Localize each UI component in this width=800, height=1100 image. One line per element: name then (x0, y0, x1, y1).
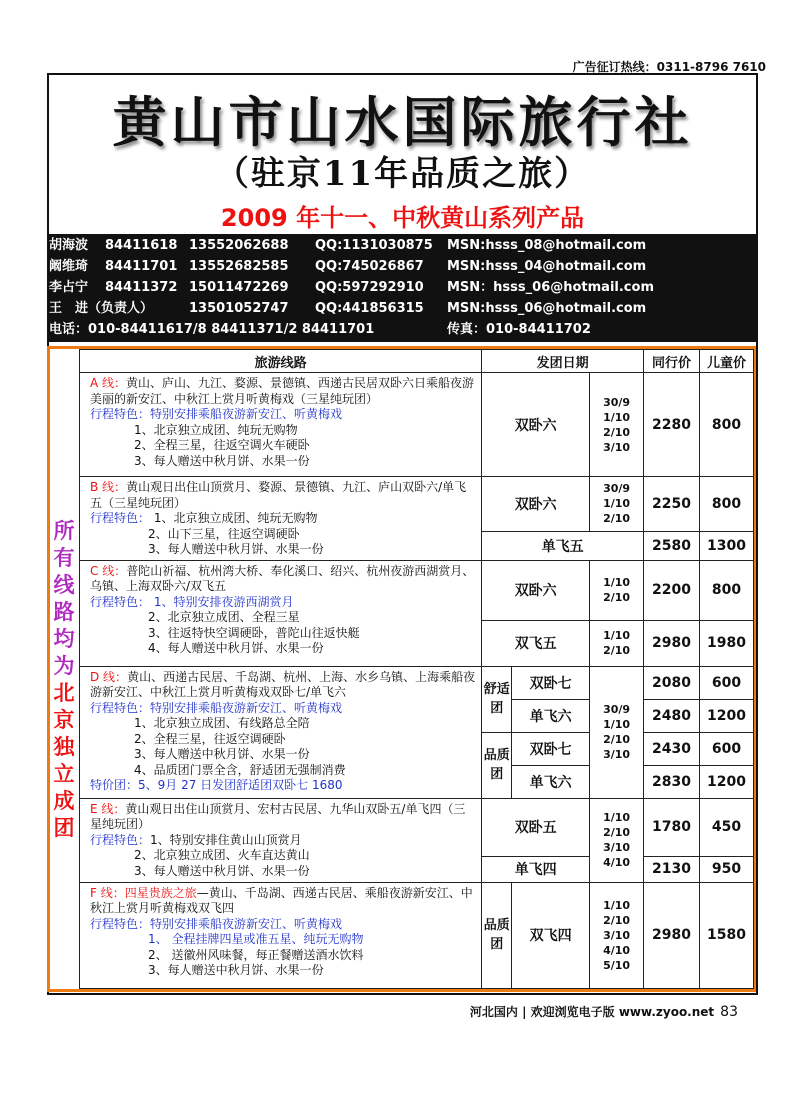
text-cell: 单飞六 (512, 765, 590, 798)
text-cell: 2/10 (603, 425, 631, 439)
text-cell: 李占宁 (49, 280, 89, 295)
text-cell: 1200 (699, 765, 753, 798)
text-cell: MSN：hsss_06@hotmail.com (447, 280, 654, 295)
text-cell: 2480 (644, 699, 700, 732)
text-cell: 5/10 (603, 958, 631, 972)
text-cell: 13552682585 (189, 259, 289, 274)
text-cell: 2200 (644, 560, 700, 620)
text-cell: 13501052747 (189, 301, 289, 316)
text-cell: 双卧七 (512, 666, 590, 699)
text-cell: 600 (699, 666, 753, 699)
text-cell: 4、每人赠送中秋月饼、水果一份 (148, 641, 324, 655)
text-cell: 13552062688 (189, 238, 289, 253)
text-cell: QQ:597292910 (315, 280, 424, 295)
text-cell: 2/10 (603, 913, 631, 927)
text-cell: 四星贵族之旅 (124, 885, 197, 900)
text-cell: 1、 全程挂牌四星或准五星、纯玩无购物 (148, 932, 364, 946)
text-cell: 4/10 (603, 856, 631, 869)
text-cell: 特价团：5、9月 27 日发团舒适团双卧七 1680 (90, 778, 343, 792)
route-e-cell (80, 798, 482, 882)
text-cell: 1780 (644, 798, 700, 856)
text-cell: 行程特色：特别安排乘船夜游新安江、听黄梅戏 (90, 916, 343, 931)
table-row (80, 798, 754, 856)
text-cell: MSN:hsss_04@hotmail.com (447, 259, 647, 274)
text-cell: 立 (53, 762, 75, 786)
table-row (80, 882, 754, 988)
text-cell: 2/10 (603, 644, 631, 657)
text-cell: 黄山观日出住山顶赏月、婺源、景德镇、九江、庐山双卧六/单飞五（三星纯玩团） (90, 480, 467, 510)
fax-line: 传真：010-84411702 (447, 322, 591, 337)
text-cell: 3、每人赠送中秋月饼、水果一份 (148, 963, 324, 977)
text-cell: 2/10 (603, 591, 631, 604)
route-d-cell (80, 666, 482, 798)
text-cell: 北 (53, 681, 75, 705)
text-cell: 3/10 (603, 928, 631, 942)
text-cell: 2980 (644, 882, 700, 988)
text-cell: C 线： (90, 563, 127, 578)
route-a-cell (80, 373, 482, 477)
text-cell: 2430 (644, 732, 700, 765)
ad-hotline: 广告征订热线：0311-8796 7610 (572, 60, 766, 74)
text-cell: 4、品质团门票全含，舒适团无强制消费 (134, 762, 346, 777)
text-cell: 3、每人赠送中秋月饼、水果一份 (134, 453, 310, 468)
text-cell: 品质团 (482, 732, 512, 798)
text-cell: 2、山下三星，往返空调硬卧 (148, 526, 300, 541)
header-route: 旅游线路 (80, 350, 482, 373)
route-b-cell (80, 477, 482, 561)
text-cell: 1300 (699, 531, 753, 560)
text-cell: 1/10 (603, 898, 631, 912)
text-cell: 1/10 (603, 718, 631, 731)
text-cell: 行程特色： (90, 594, 151, 609)
text-cell: 3/10 (603, 841, 631, 854)
footer-text: 河北国内 | 欢迎浏览电子版 www.zyoo.net (469, 1005, 715, 1019)
page-number: 83 (720, 1004, 738, 1020)
text-cell: D 线： (90, 669, 128, 684)
text-cell: 84411372 (105, 280, 178, 295)
text-cell: 800 (699, 373, 753, 477)
table-row (80, 373, 754, 477)
table-row (80, 666, 754, 699)
text-cell: 2、全程三星，往返空调火车硬卧 (134, 438, 310, 452)
text-cell: 3、往返特快空调硬卧，普陀山往返快艇 (148, 625, 360, 640)
text-cell: 2、全程三星，往返空调硬卧 (134, 731, 286, 746)
text-cell: 行程特色： (90, 511, 151, 525)
text-cell: 黄山、西递古民居、千岛湖、杭州、上海、水乡乌镇、上海乘船夜游新安江、中秋江上赏月听黄梅戏双卧七/单飞六 (90, 669, 476, 699)
text-cell: 1、特别安排夜游西湖赏月 (153, 594, 294, 609)
text-cell: F 线： (90, 885, 125, 900)
text-cell: 双卧七 (512, 732, 590, 765)
text-cell: A 线： (90, 376, 127, 390)
text-cell: 1、北京独立成团、纯玩无购物 (134, 422, 298, 437)
header-child-price: 儿童价 (699, 350, 753, 373)
text-cell: 双卧六 (482, 373, 590, 477)
text-cell: 黄山观日出住山顶赏月、宏村古民居、九华山双卧五/单飞四（三星纯玩团） (90, 801, 466, 831)
text-cell: E 线： (90, 801, 126, 816)
route-c-cell (80, 560, 482, 666)
text-cell: 普陀山祈福、杭州湾大桥、奉化溪口、绍兴、杭州夜游西湖赏月、乌镇、上海双卧六/双飞五 (90, 563, 475, 593)
page-title: 黄山市山水国际旅行社 (112, 90, 693, 154)
contact-block (47, 234, 756, 342)
text-cell: 1/10 (603, 576, 631, 589)
text-cell: QQ:441856315 (315, 301, 424, 316)
text-cell: 84411701 (105, 259, 178, 274)
text-cell: 1、北京独立成团、有线路总全陪 (134, 716, 310, 730)
table-row (80, 477, 754, 532)
text-cell: 双卧六 (482, 477, 590, 532)
text-cell: 双飞四 (512, 882, 590, 988)
text-cell: 3/10 (603, 440, 631, 454)
text-cell: 3、每人赠送中秋月饼、水果一份 (134, 747, 310, 761)
text-cell: 2/10 (603, 733, 631, 746)
text-cell: 2980 (644, 620, 700, 666)
text-cell: 王 进（负责人） (49, 301, 154, 316)
text-cell: 舒适团 (482, 666, 512, 732)
text-cell: 2、 送徽州风味餐，每正餐赠送酒水饮料 (148, 947, 364, 962)
text-cell: 3/10 (603, 748, 631, 761)
text-cell: 30/9 (603, 482, 631, 496)
text-cell: 2/10 (603, 826, 631, 839)
table-header (80, 350, 754, 373)
text-cell: 2580 (644, 531, 700, 560)
text-cell: 2130 (644, 856, 700, 882)
text-cell: 800 (699, 560, 753, 620)
text-cell: 均 (53, 627, 75, 651)
text-cell: 单飞五 (482, 531, 644, 560)
text-cell: 独 (53, 735, 75, 759)
text-cell: 为 (53, 654, 75, 678)
text-cell: 1980 (699, 620, 753, 666)
text-cell: 阚维琦 (49, 259, 89, 274)
phone-line: 电话：010-84411617/8 84411371/2 84411701 (49, 322, 375, 337)
header-peer-price: 同行价 (644, 350, 700, 373)
route-table (79, 349, 754, 989)
text-cell: 1580 (699, 882, 753, 988)
text-cell: 有 (53, 546, 75, 570)
text-cell: 1200 (699, 699, 753, 732)
text-cell: 单飞六 (512, 699, 590, 732)
text-cell: 15011472269 (189, 280, 289, 295)
text-cell: 2280 (644, 373, 700, 477)
text-cell: 30/9 (603, 703, 631, 716)
text-cell: 1、特别安排住黄山山顶赏月 (150, 832, 302, 847)
text-cell: 1/10 (603, 629, 631, 642)
text-cell: 600 (699, 732, 753, 765)
promo-headline: 2009 年十一、中秋黄山系列产品 (220, 204, 585, 232)
text-cell: 黄山、庐山、九江、婺源、景德镇、西递古民居双卧六日乘船夜游美丽的新安江、中秋江上赏月听黄梅戏（三星纯玩团） (90, 376, 475, 406)
text-cell: 1/10 (603, 497, 631, 511)
text-cell: QQ:1131030875 (315, 238, 433, 253)
text-cell: 双飞五 (482, 620, 590, 666)
text-cell: 1、北京独立成团、纯玩无购物 (153, 511, 318, 525)
text-cell: 行程特色：特别安排乘船夜游新安江、听黄梅戏 (90, 407, 343, 421)
text-cell: 双卧六 (482, 560, 590, 620)
text-cell: 2、北京独立成团、火车直达黄山 (134, 848, 310, 862)
text-cell: 京 (53, 708, 75, 732)
text-cell: 30/9 (603, 395, 631, 409)
text-cell: 4/10 (603, 943, 631, 957)
table-row (80, 560, 754, 620)
route-f-cell (80, 882, 482, 988)
page-footer (470, 1003, 738, 1020)
text-cell: 行程特色： (90, 832, 151, 847)
text-cell: QQ:745026867 (315, 259, 424, 274)
text-cell: —黄山、千岛湖、西递古民居、乘船夜游新安江、中秋江上赏月听黄梅戏双飞四 (90, 885, 473, 915)
text-cell: 单飞四 (482, 856, 590, 882)
text-cell: 团 (53, 816, 75, 840)
text-cell: 84411618 (105, 238, 178, 253)
text-cell: MSN:hsss_06@hotmail.com (447, 301, 647, 316)
text-cell: 线 (53, 573, 75, 597)
text-cell: 3、每人赠送中秋月饼、水果一份 (148, 542, 324, 556)
text-cell: 950 (699, 856, 753, 882)
vertical-label (49, 518, 79, 842)
text-cell: 品质团 (482, 882, 512, 988)
page-subtitle: （驻京11年品质之旅） (214, 154, 591, 194)
text-cell: 胡海波 (49, 238, 89, 253)
text-cell: MSN:hsss_08@hotmail.com (447, 238, 647, 253)
text-cell: 1/10 (603, 410, 631, 424)
text-cell: 路 (53, 600, 75, 624)
text-cell: 1/10 (603, 811, 631, 824)
text-cell: 2250 (644, 477, 700, 532)
text-cell: 450 (699, 798, 753, 856)
text-cell: B 线： (90, 480, 127, 494)
header-date: 发团日期 (482, 350, 644, 373)
text-cell: 所 (53, 519, 75, 543)
text-cell: 成 (53, 789, 75, 813)
text-cell: 2080 (644, 666, 700, 699)
text-cell: 行程特色：特别安排乘船夜游新安江、听黄梅戏 (90, 700, 343, 715)
text-cell: 3、每人赠送中秋月饼、水果一份 (134, 863, 310, 878)
text-cell: 2830 (644, 765, 700, 798)
text-cell: 800 (699, 477, 753, 532)
text-cell: 2/10 (603, 512, 631, 526)
text-cell: 2、北京独立成团、全程三星 (148, 610, 300, 624)
text-cell: 双卧五 (482, 798, 590, 856)
